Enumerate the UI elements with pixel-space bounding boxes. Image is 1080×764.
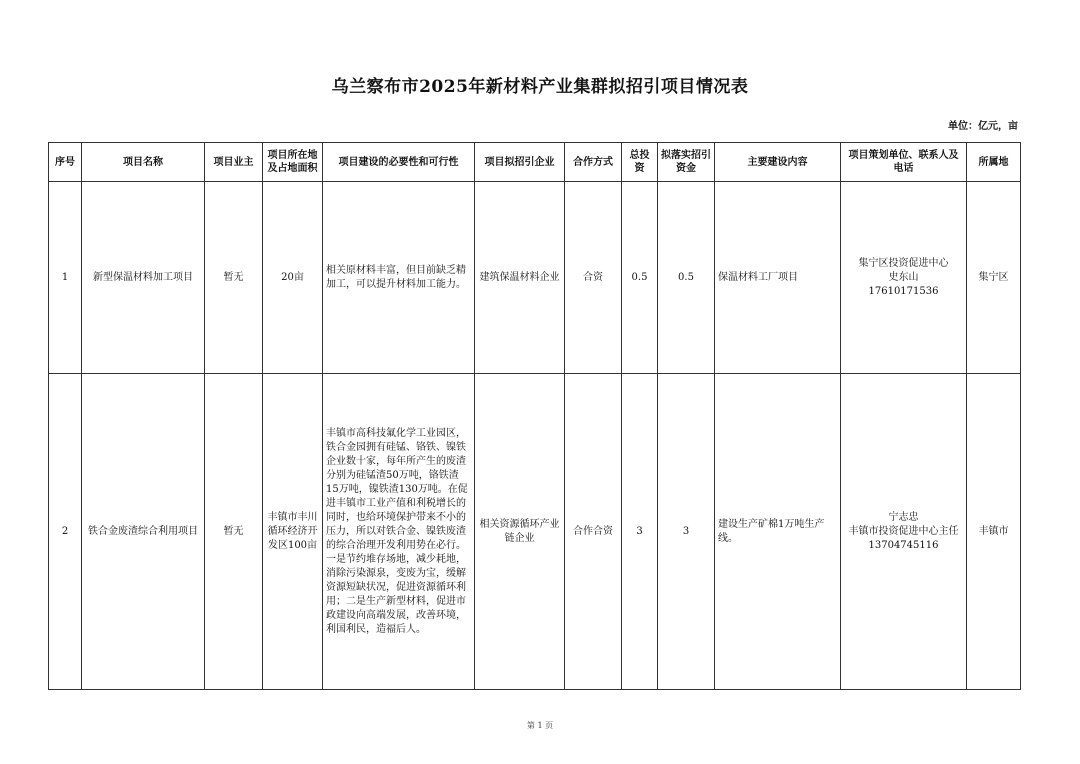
cell-total-investment: 0.5 xyxy=(622,182,658,374)
cell-seq: 2 xyxy=(49,374,82,690)
cell-main-content: 建设生产矿棉1万吨生产线。 xyxy=(715,374,841,690)
cell-cooperation: 合作合资 xyxy=(565,374,622,690)
cell-project-name: 新型保温材料加工项目 xyxy=(82,182,205,374)
header-necessity: 项目建设的必要性和可行性 xyxy=(323,143,475,182)
contact-phone: 13704745116 xyxy=(868,539,939,551)
cell-location: 20亩 xyxy=(263,182,323,374)
cell-cooperation: 合资 xyxy=(565,182,622,374)
table-row xyxy=(49,374,1021,690)
cell-main-content: 保温材料工厂项目 xyxy=(715,182,841,374)
header-project-name: 项目名称 xyxy=(82,143,205,182)
cell-owner: 暂无 xyxy=(205,374,263,690)
cell-owner: 暂无 xyxy=(205,182,263,374)
table-row xyxy=(49,182,1021,374)
cell-seq: 1 xyxy=(49,182,82,374)
contact-person: 宁志忠 xyxy=(888,511,919,523)
contact-org: 丰镇市投资促进中心主任 xyxy=(848,525,959,537)
header-main-content: 主要建设内容 xyxy=(715,143,841,182)
header-owner: 项目业主 xyxy=(205,143,263,182)
contact-org: 集宁区投资促进中心 xyxy=(858,257,949,269)
cell-funding: 0.5 xyxy=(658,182,715,374)
header-region: 所属地 xyxy=(967,143,1021,182)
header-contact: 项目策划单位、联系人及电话 xyxy=(841,143,967,182)
cell-target-enterprise: 建筑保温材料企业 xyxy=(475,182,565,374)
project-table xyxy=(48,142,1021,690)
header-funding: 拟落实招引资金 xyxy=(658,143,715,182)
cell-contact xyxy=(841,182,967,374)
cell-necessity: 相关原材料丰富，但目前缺乏精加工，可以提升材料加工能力。 xyxy=(323,182,475,374)
header-row xyxy=(49,143,1021,182)
header-total-investment: 总投资 xyxy=(622,143,658,182)
header-target-enterprise: 项目拟招引企业 xyxy=(475,143,565,182)
header-location: 项目所在地及占地面积 xyxy=(263,143,323,182)
cell-location: 丰镇市丰川循环经济开发区100亩 xyxy=(263,374,323,690)
header-cooperation: 合作方式 xyxy=(565,143,622,182)
cell-project-name: 铁合金废渣综合利用项目 xyxy=(82,374,205,690)
document-title: 乌兰察布市2025年新材料产业集群拟招引项目情况表 xyxy=(331,77,749,97)
cell-funding: 3 xyxy=(658,374,715,690)
cell-region: 集宁区 xyxy=(967,182,1021,374)
contact-person: 史东山 xyxy=(888,271,919,283)
contact-phone: 17610171536 xyxy=(868,285,939,297)
cell-contact xyxy=(841,374,967,690)
page-number: 第 1 页 xyxy=(526,721,554,730)
cell-total-investment: 3 xyxy=(622,374,658,690)
cell-region: 丰镇市 xyxy=(967,374,1021,690)
cell-necessity: 丰镇市高科技氟化学工业园区，铁合金园拥有硅锰、铬铁、镍铁企业数十家，每年所产生的废渣分别为硅锰渣50万吨，铬铁渣15万吨，镍铁渣130万吨。在促进丰镇市工业产值和利税增长的同时，也给环境保护带来不小的压力，所以对铁合金、镍铁废渣的综合治理开发利用势在必行。一是节约堆存场地，减少耗地，消除污染源泉，变废为宝，缓解资源短缺状况，促进资源循环利用；二是生产新型材料，促进市政建设向高端发展，改善环境，利国利民，造福后人。 xyxy=(323,374,475,690)
cell-target-enterprise: 相关资源循环产业链企业 xyxy=(475,374,565,690)
unit-label: 单位：亿元，亩 xyxy=(948,121,1018,132)
header-seq: 序号 xyxy=(49,143,82,182)
